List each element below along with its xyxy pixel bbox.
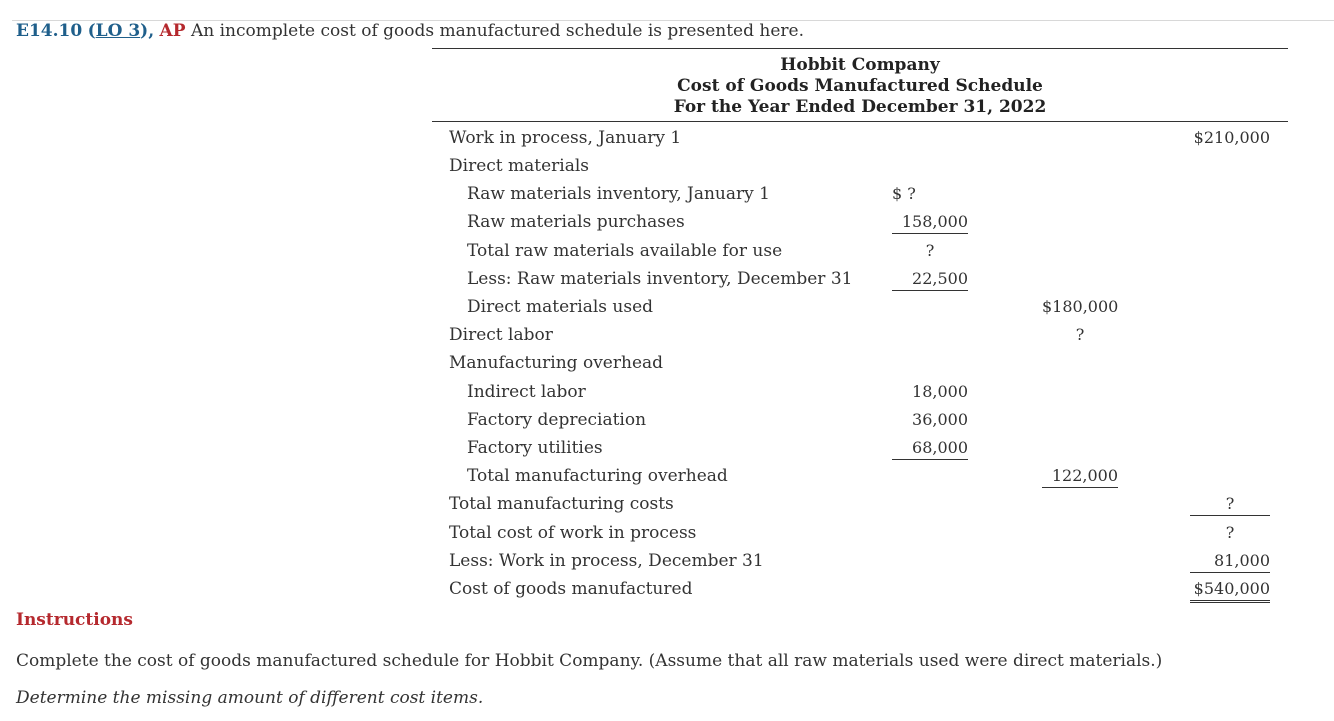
table-row — [432, 434, 1288, 462]
amount-col3: ? — [1225, 523, 1235, 542]
table-row — [432, 237, 1288, 265]
amount-col2: 122,000 — [1042, 466, 1118, 488]
row-label: Indirect labor — [467, 382, 586, 402]
instructions-subtext: Determine the missing amount of different cost items. — [16, 688, 484, 708]
table-row — [432, 462, 1288, 490]
row-label: Total manufacturing overhead — [467, 466, 728, 486]
table-row — [432, 490, 1288, 518]
schedule-period: For the Year Ended December 31, 2022 — [673, 97, 1047, 117]
row-label: Less: Work in process, December 31 — [449, 551, 764, 571]
table-row — [432, 406, 1288, 434]
row-label: Raw materials inventory, January 1 — [467, 184, 770, 204]
schedule-title: Cost of Goods Manufactured Schedule — [677, 76, 1043, 96]
table-row — [432, 321, 1288, 349]
table-row — [432, 547, 1288, 575]
amount-col3: ? — [1190, 494, 1270, 516]
open-paren: ( — [87, 21, 96, 41]
table-row — [432, 519, 1288, 547]
row-label: Factory utilities — [467, 438, 603, 458]
row-label: Direct labor — [449, 325, 553, 345]
amount-col3: $210,000 — [1193, 128, 1270, 147]
table-row — [432, 575, 1288, 603]
schedule-top-rule — [432, 48, 1288, 49]
row-label: Factory depreciation — [467, 410, 647, 430]
amount-col2: ? — [1075, 325, 1085, 344]
schedule-header-rule — [432, 121, 1288, 122]
amount-col1: 18,000 — [912, 382, 968, 401]
amount-col1: 22,500 — [892, 269, 968, 291]
row-label: Manufacturing overhead — [449, 353, 664, 373]
amount-col1: ? — [925, 241, 935, 260]
row-label: Total raw materials available for use — [467, 241, 783, 261]
table-row — [432, 378, 1288, 406]
problem-header — [16, 20, 804, 42]
amount-col2: $180,000 — [1042, 297, 1119, 316]
row-label: Raw materials purchases — [467, 212, 685, 232]
problem-intro: An incomplete cost of goods manufactured schedule is presented here. — [190, 21, 804, 41]
row-label: Work in process, January 1 — [449, 128, 682, 148]
exercise-number: E14.10 — [16, 21, 83, 41]
row-label: Less: Raw materials inventory, December 31 — [467, 269, 853, 289]
row-label: Direct materials used — [467, 297, 654, 317]
close-paren: ), — [140, 21, 155, 41]
learning-objective-link[interactable]: LO 3 — [95, 21, 141, 41]
row-label: Direct materials — [449, 156, 590, 176]
instructions-text: Complete the cost of goods manufactured schedule for Hobbit Company. (Assume that all raw materials used were direct materials.) — [16, 651, 1163, 671]
amount-col1: $ ? — [892, 184, 916, 203]
row-label: Total manufacturing costs — [449, 494, 674, 514]
table-row — [432, 208, 1288, 236]
company-name: Hobbit Company — [780, 55, 940, 75]
instructions-heading: Instructions — [16, 610, 133, 630]
amount-col3: $540,000 — [1190, 579, 1270, 603]
amount-col1: 68,000 — [892, 438, 968, 460]
row-label: Cost of goods manufactured — [449, 579, 693, 599]
amount-col3: 81,000 — [1190, 551, 1270, 573]
table-row — [432, 349, 1288, 377]
amount-col1: 36,000 — [912, 410, 968, 429]
amount-col1: 158,000 — [892, 212, 968, 234]
table-row — [432, 293, 1288, 321]
row-label: Total cost of work in process — [449, 523, 697, 543]
table-row — [432, 265, 1288, 293]
table-row — [432, 180, 1288, 208]
table-row — [432, 152, 1288, 180]
ap-tag: AP — [159, 21, 186, 41]
table-row — [432, 124, 1288, 152]
